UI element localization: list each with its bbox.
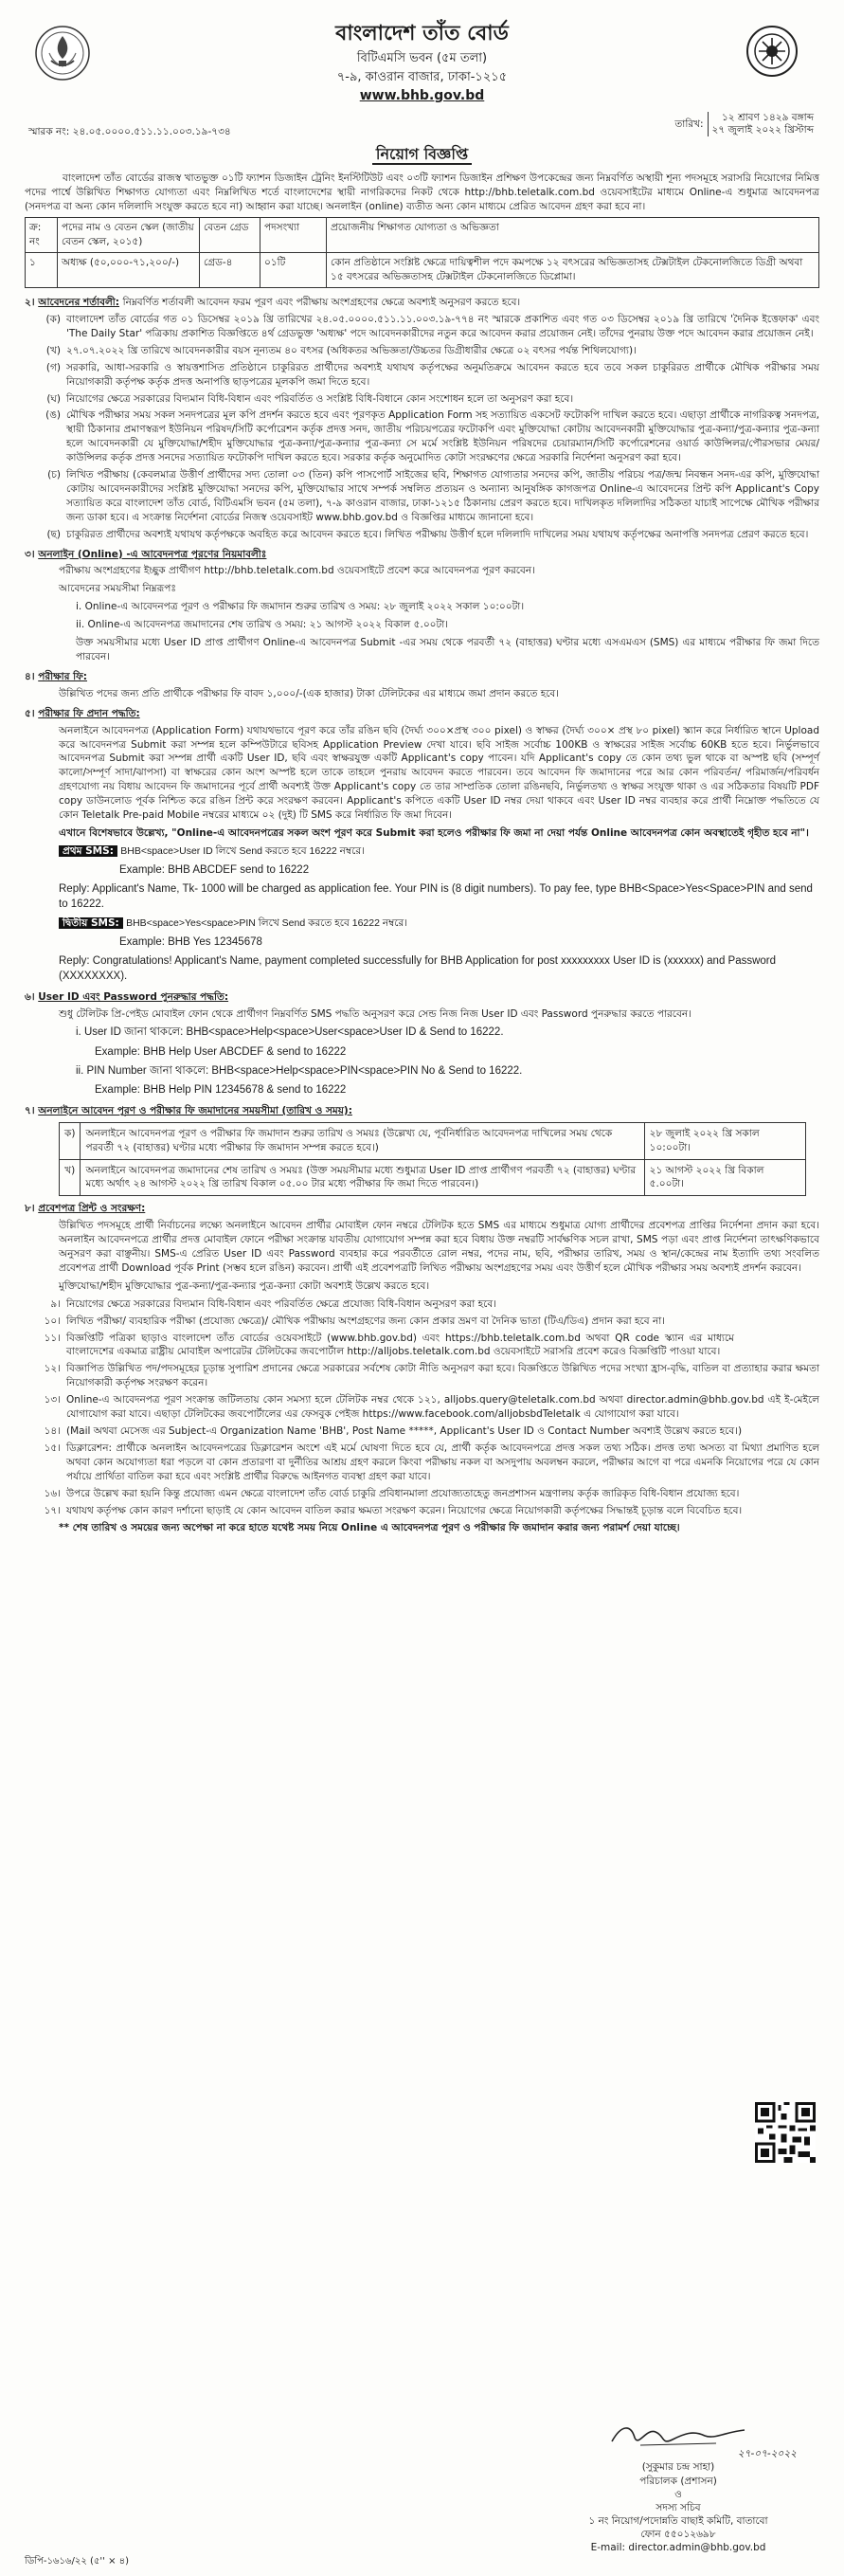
list-item: (চ) লিখিত পরীক্ষায় (কেবলমাত্র উত্তীর্ণ প্রার্থীদের সদ্য তোলা ০৩ (তিন) কপি পাসপোর্ট সাইজের ছবি, শিক্ষাগত যোগ্যতার সনদের কপি, জাতীয় পরিচয় পত্র/জন্ম নিবন্ধন সনদ-এর কপি, মুক্তিযোদ্ধা কোটায় আবেদনকারীদের সংশ্লিষ্ট মুক্তিযোদ্ধা সনদের কপি, মুক্তিযোদ্ধার সাথে সম্পর্ক সম্বলিত প্রত্যয়ন ও অন্যান্য আনুষঙ্গিক কাগজপত্র Online-এ আবেদনের প্রিন্ট কপি Applicant's Copy সত্যায়িত করে বাংলাদেশ তাঁত বোর্ড, বিটিএমসি ভবন (৫ম তলা), ৭-৯ কাওরান বাজার, ঢাকা-১২১৫ ঠিকানায় প্রেরণ করতে হবে। দাখিলকৃত দলিলাদির সঠিকতা যাচাই সাপেক্ষে মৌখিক পরীক্ষার জন্য ডাকা হবে। এ সংক্রান্ত নির্দেশনা বোর্ডের নিজস্ব ওয়েবসাইট www.bhb.gov.bd ও বিজ্ঞপ্তির মাধ্যমে জানানো হবে। (47, 469, 819, 523)
list-item: ১২। বিজ্ঞাপিত উল্লিখিত পদ/পদসমূহের চূড়ান্ত সুপারিশ প্রদানের ক্ষেত্রে সরকারের সর্বশেষ কোটা নীতি অনুসরণ করা হবে। বিজ্ঞপ্তিতে উল্লিখিত পদের সংখ্যা হ্রাস-বৃদ্ধি, বাতিল বা প্রত্যাহার করার ক্ষমতা নিয়োগকারী কর্তৃপক্ষ সংরক্ষণ করেন। (44, 1363, 819, 1389)
signatory-role: সদস্য সচিব (655, 2501, 701, 2513)
cell-count: ০১টি (260, 253, 327, 288)
signatory-name: (সুকুমার চন্দ্র সাহা) (641, 2461, 715, 2474)
intro-paragraph: বাংলাদেশ তাঁত বোর্ডের রাজস্ব খাতভুক্ত ০১টি ফ্যাশন ডিজাইন ট্রেনিং ইনস্টিটিউট এবং ০৩টি ফ্যাশন ডিজাইন প্রশিক্ষণ উপকেন্দ্রের জন্য নিম্নবর্ণিত অস্থায়ী শূন্য পদসমূহে সরাসরি নিয়োগের নিমিত্ত পদের পার্শ্বে উল্লিখিত শিক্ষাগত যোগ্যতা এবং নিম্নলিখিত শর্তে বাংলাদেশের স্থায়ী নাগরিকদের নিকট থেকে http://bhb.teletalk.com.bd ওয়েবসাইটের মাধ্যমে Online-এ শুধুমাত্র আবেদনপত্র (সনদপত্র বা অন্য কোন দলিলাদি সংযুক্ত করতে হবে না) আহ্বান করা যাচ্ছে। অনলাইন (online) ব্যতীত অন্য কোন মাধ্যমে প্রেরিত আবেদন গ্রহণ করা হবে না। (25, 172, 819, 212)
application-end: ii. Online-এ আবেদনপত্র জমাদানের শেষ তারিখ ও সময়: ২১ আগস্ট ২০২২ বিকাল ৫.০০টা। (76, 619, 448, 631)
contact-phone: ফোন ৫৫০১২৬৯৮ (640, 2529, 716, 2541)
online-application-heading: ৩। অনলাইন (Online) -এ আবেদনপত্র পূরণের নিয়মাবলীঃ (25, 548, 267, 560)
recover-pin-example: Example: BHB Help PIN 12345678 & send to 16222 (95, 1084, 347, 1097)
table-row: খ) অনলাইনে আবেদনপত্র জমাদানের শেষ তারিখ ও সময়ঃ (উক্ত সময়সীমার মধ্যে শুধুমাত্র User ID প্রাপ্ত প্রার্থীগণ পরবর্তী ৭২ (বাহাত্তর) ঘণ্টার মধ্যে অর্থাৎ ২৪ আগস্ট ২০২২ খ্রি তারিখ বিকাল ০৫.০০ টার মধ্যে পরীক্ষার ফি জমা দিতে পারবেন।) ২১ আগস্ট ২০২২ খ্রি বিকাল ৫.০০টা। (60, 1159, 806, 1196)
col-post-name: পদের নাম ও বেতন স্কেল (জাতীয় বেতন স্কেল, ২০১৫) (58, 218, 200, 253)
second-sms-example: Example: BHB Yes 12345678 (119, 935, 262, 948)
exam-fee-text: উল্লিখিত পদের জন্য প্রতি প্রার্থীকে পরীক্ষার ফি বাবদ ১,০০০/-(এক হাজার) টাকা টেলিটকের এর মাধ্যমে জমা প্রদান করতে হবে। (59, 687, 560, 699)
recover-user-id: i. User ID জানা থাকলে: BHB<space>Help<space>User<space>User ID & Send to 16222. (76, 1026, 504, 1039)
schedule-table (59, 1122, 806, 1197)
list-item: ১৩। Online-এ আবেদনপত্র পূরণ সংক্রান্ত জটিলতায় কোন সমস্যা হলে টেলিটক নম্বর থেকে ১২১, alljobs.query@teletalk.com.bd অথবা director.admin@bhb.gov.bd এই ই-মেইলে যোগাযোগ করা যাবে। এছাড়া টেলিটকের জবপোর্টালের এর ফেসবুক পেইজ https://www.facebook.com/alljobsbdTeletalk এ যোগাযোগ করা যাবে। (44, 1394, 819, 1421)
cell-serial: ১ (26, 253, 58, 288)
schedule-date: ২৮ জুলাই ২০২২ খ্রি সকাল ১০:০০টা। (644, 1122, 805, 1159)
list-item: (খ) ২৭.০৭.২০২২ খ্রি তারিখে আবেদনকারীর বয়স নূন্যতম ৪০ বৎসর (অধিকতর অভিজ্ঞতা/উচ্চতর ডিগ্রীধারীর ক্ষেত্রে ০২ বৎসর পর্যন্ত শিথিলযোগ্য)। (45, 344, 637, 356)
government-emblem-icon (34, 25, 91, 82)
conditions-heading: ২। আবেদনের শর্তাবলী: নিম্নবর্ণিত শর্তাবলী আবেদন ফরম পূরণ এবং পরীক্ষায় অংশগ্রহণের ক্ষেত্রে অবশ্যই অনুসরণ করতে হবে। (25, 297, 521, 309)
list-item: ১৪। (Mail অথবা মেসেজ এর Subject-এ Organization Name 'BHB', Post Name *****, Applicant's User ID ও Contact Number অবশ্যই উল্লেখ করতে হবে।) (44, 1425, 743, 1437)
board-logo-icon (745, 25, 799, 78)
recover-user-id-example: Example: BHB Help User ABCDEF & send to 16222 (95, 1045, 347, 1058)
admit-card-text: উল্লিখিত পদসমূহে প্রার্থী নির্বাচনের লক্ষ্যে অনলাইনে আবেদন প্রার্থীর মোবাইল ফোন নম্বরে টেলিটক হতে SMS এর মাধ্যমে শুধুমাত্র যোগ্য প্রার্থীদের প্রবেশপত্র প্রাপ্তির নির্দেশনা প্রদান করা হবে। অনলাইন আবেদনপত্রে প্রার্থীর প্রদত্ত মোবাইল ফোনে পরীক্ষা সংক্রান্ত যাবতীয় যোগাযোগ সম্পন্ন করা হবে বিধায় উক্ত নম্বরটি সার্বক্ষণিক সচল রাখা, SMS পড়া এবং প্রাপ্ত নির্দেশনা তাৎক্ষণিকভাবে অনুসরণ করা বাঞ্ছনীয়। SMS-এ প্রেরিত User ID এবং Password ব্যবহার করে পরবর্তীতে রোল নম্বর, পদের নাম, ছবি, পরীক্ষার তারিখ, সময় ও স্থান/কেন্দ্রের নাম ইত্যাদি তথ্য সংবলিত প্রবেশপত্র প্রার্থী Download পূর্বক Print (সম্ভব হলে রঙিন) করবেন। প্রার্থী এই প্রবেশপত্রটি লিখিত পরীক্ষায় অংশগ্রহণের সময় এবং উত্তীর্ণ হলে মৌখিক পরীক্ষার সময় অবশ্যই প্রদর্শন করবেন। (59, 1220, 819, 1274)
exam-fee-heading: ৪। পরীক্ষার ফি: (25, 670, 88, 682)
signature-date: ২৭-০৭-২০২২ (737, 2448, 797, 2460)
notice-date (674, 112, 814, 136)
table-row: ক) অনলাইনে আবেদনপত্র পূরণ ও পরীক্ষার ফি জমাদান শুরুর তারিখ ও সময়ঃ (উল্লেখ্য যে, পূর্বনির্ধারিত আবেদনপত্র দাখিলের সময় থেকে পরবর্তী ৭২ (বাহাত্তর) ঘণ্টার মধ্যে পরীক্ষার ফি জমাদান সম্পন্ন করতে হবে।) ২৮ জুলাই ২০২২ খ্রি সকাল ১০:০০টা। (60, 1122, 806, 1159)
general-conditions-list (25, 1297, 819, 1518)
first-sms-reply: Reply: Applicant's Name, Tk- 1000 will be charged as application fee. Your PIN is (8 digit numbers). To pay fee, type BHB<Space>Yes<Space>PIN and send to 16222. (59, 883, 813, 911)
fee-window-note: উক্ত সময়সীমার মধ্যে User ID প্রাপ্ত প্রার্থীগণ Online-এ আবেদনপত্র Submit -এর সময় থেকে পরবর্তী ৭২ (বাহাত্তর) ঘণ্টার মধ্যে এসএমএস (SMS) এর মাধ্যমে পরীক্ষার ফি জমা দিতে পারবেন। (76, 637, 819, 662)
list-item: (ছ) চাকুরিরত প্রার্থীদের অবশ্যই যথাযথ কর্তৃপক্ষকে অবহিত করে আবেদন করতে হবে। লিখিত পরীক্ষায় উত্তীর্ণ হলে দলিলাদি দাখিলের সময় যথাযথ কর্তৃপক্ষের অনাপত্তি সনদপত্র প্রেরণ করতে হবে। (46, 528, 809, 540)
schedule-description: অনলাইনে আবেদনপত্র পূরণ ও পরীক্ষার ফি জমাদান শুরুর তারিখ ও সময়ঃ (উল্লেখ্য যে, পূর্বনির্ধারিত আবেদনপত্র দাখিলের সময় থেকে পরবর্তী ৭২ (বাহাত্তর) ঘণ্টার মধ্যে পরীক্ষার ফি জমাদান সম্পন্ন করতে হবে।) (81, 1122, 644, 1159)
cell-grade: গ্রেড-৪ (200, 253, 260, 288)
list-item: ১৫। ডিক্লারেশন: প্রার্থীকে অনলাইন আবেদনপত্রের ডিক্লারেশন অংশে এই মর্মে ঘোষণা দিতে হবে যে, প্রার্থী কর্তৃক আবেদনপত্রে প্রদত্ত সকল তথ্য সঠিক। প্রদত্ত তথ্য অসত্য বা মিথ্যা প্রমাণিত হলে অথবা কোন অযোগ্যতা ধরা পড়লে বা কোন প্রতারণা বা দুর্নীতির আশ্রয় গ্রহণ করলে কিংবা পরীক্ষায় নকল বা অসদুপায় অবলম্বন করলে, পরীক্ষার আগে বা পরে এমনকি নিয়োগের পরে যে কোন পর্যায়ে প্রার্থিতা বাতিল করা হবে এবং সংশ্লিষ্ট প্রার্থীর বিরুদ্ধে আইনগত ব্যবস্থা গ্রহণ করা যাবে। (44, 1442, 819, 1482)
password-recovery-text: শুধু টেলিটক প্রি-পেইড মোবাইল ফোন থেকে প্রার্থীগণ নিম্নবর্ণিত SMS পদ্ধতি অনুসরণ করে সেন্ড নিজ নিজ User ID এবং Password পুনরুদ্ধার করতে পারবেন। (59, 1007, 691, 1020)
online-application-text: পরীক্ষায় অংশগ্রহণের ইচ্ছুক প্রার্থীগণ http://bhb.teletalk.com.bd ওয়েবসাইটে প্রবেশ করে আবেদনপত্র পূরণ করবেন। (59, 565, 535, 577)
list-item: (ঙ) মৌখিক পরীক্ষার সময় সকল সনদপত্রের মূল কপি প্রদর্শন করতে হবে এবং পূরণকৃত Application Form সহ সত্যায়িত একসেট ফটোকপি দাখিল করতে হবে। এছাড়া প্রার্থীকে নাগরিকত্ব সনদপত্র, স্থায়ী ঠিকানার প্রমাণস্বরূপ ইউনিয়ন পরিষদ/সিটি কর্পোরেশন কর্তৃক প্রদত্ত সনদ, জাতীয় পরিচয়পত্রের ফটোকপি এবং মুক্তিযোদ্ধা কোটায় আবেদনকারী মুক্তিযোদ্ধার পুত্র-কন্যা/পুত্র-কন্যার পুত্র-কন্যা হলে আবেদনকারী যে মুক্তিযোদ্ধা/শহীদ মুক্তিযোদ্ধার পুত্র-কন্যা/পুত্র-কন্যার পুত্র-কন্যা সে মর্মে সংশ্লিষ্ট ইউনিয়ন পরিষদের চেয়ারম্যান/সিটি কর্পোরেশনের ওয়ার্ড কাউন্সিলর/পৌরসভার মেয়র/কাউন্সিলর কর্তৃক প্রদত্ত সনদের সত্যায়িত ফটোকপি দাখিল করতে হবে। সরকার কর্তৃক অনুমোদিত কোটা সংরক্ষণের ক্ষেত্রে সরকারি নির্দেশনা অনুসরণ করা হবে। (45, 409, 819, 464)
application-start: i. Online-এ আবেদনপত্র পূরণ ও পরীক্ষার ফি জমাদান শুরুর তারিখ ও সময়: ২৮ জুলাই ২০২২ সকাল ১০:০০টা। (76, 601, 525, 613)
first-sms-example: Example: BHB ABCDEF send to 16222 (119, 863, 310, 876)
recover-pin: ii. PIN Number জানা থাকলে: BHB<space>Help<space>PIN<space>PIN No & Send to 16222. (76, 1065, 523, 1078)
fee-payment-heading: ৫। পরীক্ষার ফি প্রদান পদ্ধতি: (25, 707, 140, 719)
list-item: ৯। নিয়োগের ক্ষেত্রে সরকারের বিদ্যমান বিধি-বিধান এবং পরিবর্তিত ক্ষেত্রে প্রযোজ্য বিধি-বিধান অনুসরণ করা হবে। (50, 1297, 496, 1310)
second-sms-reply: Reply: Congratulations! Applicant's Name, payment completed successfully for BHB Application for post xxxxxxxxx User ID is (xxxxxx) and Password (XXXXXXXX). (59, 955, 777, 983)
col-qualification: প্রয়োজনীয় শিক্ষাগত যোগ্যতা ও অভিজ্ঞতা (327, 218, 819, 253)
fee-payment-text: অনলাইনে আবেদনপত্র (Application Form) যথাযথভাবে পূরণ করে তাঁর রঙিন ছবি (দৈর্ঘ্য ৩০০×প্রস্থ ৩০০ pixel) ও স্বাক্ষর (দৈর্ঘ্য ৩০০× প্রস্থ ৮০ pixel) স্ক্যান করে নির্ধারিত স্থানে Upload করে আবেদনপত্র Submit করা সম্পন্ন হলে কম্পিউটারে ছবিসহ Application Preview দেখা যাবে। ছবি সাইজ সর্বোচ্চ 100KB ও স্বাক্ষরের সাইজ সর্বোচ্চ 60KB হতে হবে। নির্ভুলভাবে আবেদনপত্র Submit করা সম্পন্ন প্রার্থী একটি User ID, ছবি এবং স্বাক্ষরযুক্ত একটি Applicant's copy পাবেন। যদি Applicant's copy তে কোন তথ্য ভুল থাকে বা অস্পষ্ট ছবি (সম্পূর্ণ কালো/সম্পূর্ণ সাদা/ঝাপসা) বা স্বাক্ষরের কোন অংশ অস্পষ্ট হলে তাকে তাহলে পুনরায় আবেদন করতে পারবেন। তবে আবেদন ফি জমাদানের পরে আর কোন পরিবর্তন/ পরিমার্জন/পরিবর্ধন গ্রহণযোগ্য নয় বিধায় আবেদন ফি জমাদানের পূর্বে প্রার্থী অবশ্যই উক্ত Applicant's copy তে তার সাম্প্রতিক তোলা রঙিনছবি, নির্ভুলতথ্য ও স্বাক্ষর সংযুক্ত থাকা ও এর সঠিকতার বিষয়টি PDF copy ডাউনলোড পূর্বক নিশ্চিত করে রঙিন প্রিন্ট করে সংরক্ষণ করবেন। Applicant's কপিতে একটি User ID নম্বর দেয়া থাকবে এবং User ID নম্বর ব্যবহার করে প্রার্থী নিম্নোক্ত পদ্ধতিতে যে কোন Teletalk Pre-paid Mobile নম্বরের মাধ্যমে ০২ (দুই) টি SMS করে নির্ধারিত ফি জমা দিবেন। (59, 724, 819, 822)
list-item: (ঘ) নিয়োগের ক্ষেত্রে সরকারের বিদ্যমান বিধি-বিধান এবং পরিবর্তিত ও সংশ্লিষ্ট বিধি-বিধানে কোন সংশোধন হলে তা অনুসরণ করা হবে। (46, 392, 574, 405)
second-sms-instruction: দ্বিতীয় SMS: BHB<space>Yes<space>PIN লিখে Send করতে হবে 16222 নম্বরে। (25, 916, 819, 931)
organization-website-link[interactable]: www.bhb.gov.bd (359, 88, 485, 104)
organization-name: বাংলাদেশ তাঁত বোর্ড (335, 22, 509, 45)
signature-icon (602, 2419, 754, 2451)
date-english: ২৭ জুলাই ২০২২ খ্রিস্টাব্দ (711, 124, 814, 136)
notice-title: নিয়োগ বিজ্ঞপ্তি (25, 144, 819, 166)
list-item: ১১। বিজ্ঞপ্তিটি পত্রিকা ছাড়াও বাংলাদেশ তাঁত বোর্ডের ওয়েবসাইটে (www.bhb.gov.bd) এবং https://bhb.teletalk.com.bd অথবা QR code স্ক্যান এর মাধ্যমে বাংলাদেশের একমাত্র রাষ্ট্রীয় মোবাইল অপারেটর টেলিটকের জবপোর্টাল http://alljobs.teletalk.com.bd ওয়েবসাইটে সরাসরি প্রবেশ করেও বিজ্ঞপ্তিটি পাওয়া যাবে। (44, 1332, 734, 1358)
col-serial: ক্র: নং (26, 218, 58, 253)
table-header-row (26, 218, 819, 253)
list-item: ১৭। যথাযথ কর্তৃপক্ষ কোন কারণ দর্শানো ছাড়াই যে কোন আবেদন বাতিল করার ক্ষমতা সংরক্ষণ করেন। নিয়োগের ক্ষেত্রে নিয়োগকারী কর্তৃপক্ষের সিদ্ধান্তই চূড়ান্ত বলে বিবেচিত হবে। (44, 1504, 743, 1516)
schedule-description: অনলাইনে আবেদনপত্র জমাদানের শেষ তারিখ ও সময়ঃ (উক্ত সময়সীমার মধ্যে শুধুমাত্র User ID প্রাপ্ত প্রার্থীগণ পরবর্তী ৭২ (বাহাত্তর) ঘণ্টার মধ্যে অর্থাৎ ২৪ আগস্ট ২০২২ খ্রি তারিখ বিকাল ০৫.০০ টার মধ্যে পরীক্ষার ফি জমা দিতে পারবেন।) (81, 1159, 644, 1196)
schedule-heading: ৭। অনলাইনে আবেদন পূরণ ও পরীক্ষার ফি জমাদানের সময়সীমা (তারিখ ও সময়): (25, 1104, 352, 1116)
letterhead (25, 19, 819, 140)
date-label: তারিখ: (674, 118, 704, 130)
first-sms-instruction: প্রথম SMS: BHB<space>User ID লিখে Send করতে হবে 16222 নম্বরে। (25, 844, 819, 859)
committee-name: ১ নং নিয়োগ/পদোন্নতি বাছাই কমিটি, বাতাবো (588, 2515, 768, 2528)
closing-advice: ** শেষ তারিখ ও সময়ের জন্য অপেক্ষা না করে হাতে যথেষ্ট সময় নিয়ে Online এ আবেদনপত্র পূরণ ও পরীক্ষার ফি জমাদান করার জন্য পরামর্শ দেয়া যাচ্ছে। (59, 1522, 680, 1534)
reference-row (25, 112, 819, 140)
cell-post-name: অধ্যক্ষ (৫০,০০০-৭১,২০০/-) (58, 253, 200, 288)
organization-address: ৭-৯, কাওরান বাজার, ঢাকা-১২১৫ (336, 69, 508, 84)
signature-block (560, 2419, 797, 2555)
date-bangla: ১২ শ্রাবণ ১৪২৯ বঙ্গাব্দ (721, 112, 814, 123)
quota-note: মুক্তিযোদ্ধা/শহীদ মুক্তিযোদ্ধার পুত্র-কন্যা/পুত্র-কন্যার পুত্র-কন্যা কোটা অবশ্যই উল্লেখ করতে হবে। (59, 1279, 430, 1292)
password-recovery-heading: ৬। User ID এবং Password পুনরুদ্ধার পদ্ধতি: (25, 990, 229, 1003)
schedule-date: ২১ আগস্ট ২০২২ খ্রি বিকাল ৫.০০টা। (644, 1159, 805, 1196)
signatory-designation: পরিচালক (প্রশাসন) (639, 2475, 717, 2487)
qr-code-icon[interactable] (755, 2102, 816, 2163)
admit-card-heading: ৮। প্রবেশপত্র প্রিন্ট ও সংরক্ষণ: (25, 1203, 146, 1215)
list-item: (গ) সরকারি, আধা-সরকারি ও স্বায়ত্তশাসিত প্রতিষ্ঠানে চাকুরিরত প্রার্থীদের অবশ্যই যথাযথ কর্তৃপক্ষের অনুমতিক্রমে আবেদন করতে হবে তবে সকল চাকুরিরত প্রার্থীকে মৌখিক পরীক্ষার সময় নিয়োগকারী কর্তৃপক্ষ কর্তৃক প্রদত্ত অনাপত্তি ছাড়পত্রের মূলকপি জমা দিতে হবে। (45, 361, 819, 388)
col-count: পদসংখ্যা (260, 218, 327, 253)
application-period-label: আবেদনের সময়সীমা নিম্নরূপঃ (59, 583, 176, 595)
list-item: ১০। লিখিত পরীক্ষা/ ব্যবহারিক পরীক্ষা (প্রযোজ্য ক্ষেত্রে)/ মৌখিক পরীক্ষায় অংশগ্রহণের জন্য কোন প্রকার ভ্রমণ বা দৈনিক ভাতা (টিএ/ডিএ) প্রদান করা হবে না। (44, 1315, 666, 1327)
fee-payment-warning: এখানে বিশেষভাবে উল্লেখ্য, "Online-এ আবেদনপত্রের সকল অংশ পূরণ করে Submit করা হলেও পরীক্ষার ফি জমা না দেয়া পর্যন্ত Online আবেদনপত্র কোন অবস্থাতেই গৃহীত হবে না"। (59, 826, 809, 839)
contact-email-link[interactable]: E-mail: director.admin@bhb.gov.bd (590, 2542, 766, 2554)
cell-qualification: কোন প্রতিষ্ঠানে সংশ্লিষ্ট ক্ষেত্রে দায়িত্বশীল পদে কমপক্ষে ১২ বৎসরের অভিজ্ঞতাসহ টেক্সটাইল টেকনোলজিতে ডিগ্রী অথবা ১৫ বৎসরের অভিজ্ঞতাসহ টেক্সটাইল টেকনোলজিতে ডিপ্লোমা। (327, 253, 819, 288)
col-grade: বেতন গ্রেড (200, 218, 260, 253)
table-row (26, 253, 819, 288)
memo-number: স্মারক নং: ২৪.০৫.০০০০.৫১১.১১.০০৩.১৯-৭৩৪ (28, 126, 231, 137)
conditions-list (25, 313, 819, 542)
posts-table (25, 217, 819, 288)
organization-building: বিটিএমসি ভবন (৫ম তলা) (356, 51, 488, 66)
conjunction-text: ও (674, 2488, 682, 2500)
list-item: ১৬। উপরে উল্লেখ করা হয়নি কিন্তু প্রযোজ্য এমন ক্ষেত্রে বাংলাদেশ তাঁত বোর্ড চাকুরি প্রবিধানমালা প্রযোজ্যতাহেতু জনপ্রশাসন মন্ত্রণালয় কর্তৃক জারিকৃত বিধি-বিধান প্রযোজ্য হবে। (44, 1487, 740, 1499)
list-item: (ক) বাংলাদেশ তাঁত বোর্ডের গত ০১ ডিসেম্বর ২০১৯ খ্রি তারিখের ২৪.০৫.০০০০.৫১১.১১.০০৩.১৯-৭৭৪ নং স্মারকে প্রকাশিত এবং গত ০৩ ডিসেম্বর ২০১৯ খ্রি তারিখে 'দৈনিক ইত্তেফাক' এবং 'The Daily Star' পত্রিকায় প্রকাশিত বিজ্ঞপ্তিতে ৪র্থ গ্রেডভুক্ত 'অধ্যক্ষ' পদে আবেদনকারীদের নতুন করে আবেদন করার প্রয়োজন নেই। তাঁদের পুনরায় উক্ত পদে আবেদন করার প্রয়োজন নেই। (45, 313, 819, 339)
print-reference: ডিপি-১৬১৬/২২ (৫'' × ৪) (25, 2556, 130, 2567)
